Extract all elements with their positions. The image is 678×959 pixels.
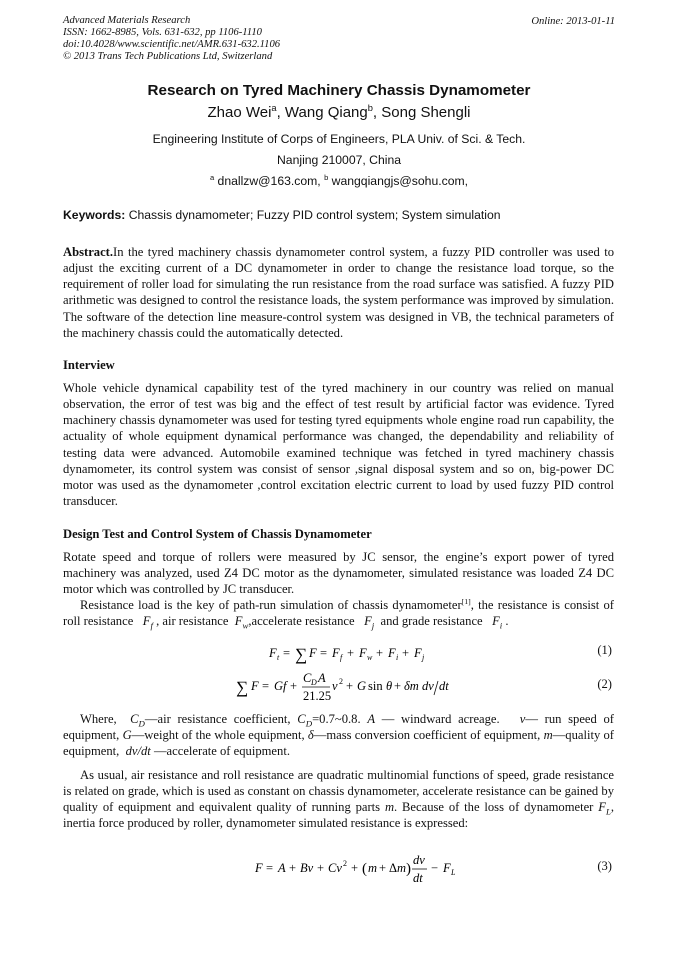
svg-text:+: + xyxy=(402,646,410,660)
svg-text:Gf: Gf xyxy=(274,679,287,693)
symbol-Fi: $F_i$ xyxy=(492,614,503,631)
svg-text:(: ( xyxy=(362,861,367,877)
svg-text:F: F xyxy=(359,646,367,660)
p4-text-c: . Because of the loss of dynamometer xyxy=(394,800,594,815)
symbol-G: G xyxy=(122,728,132,743)
affiliation-line-2: Nanjing 210007, China xyxy=(277,153,401,167)
p3-text-a: Where, xyxy=(80,712,117,726)
p2-text-a: Resistance load is the key of path-run simulation of chassis dynamometer xyxy=(80,598,462,612)
abstract-text: In the tyred machinery chassis dynamometer control system, a fuzzy PID controller was used to adjust the exciting current of a DC dynamometer in order to change the resistance load torque, so the requirement of roller load for simulating the run resistance from the road surface was satisfied. A fuzzy PID arithmetic was designed to control the resistance loads, the system performance was improved by simulation. The software of the detection line measure-control system was designed in VB, the technical parameters of the machinery chassis could the automatically detected. xyxy=(63,245,614,340)
abstract xyxy=(63,244,614,341)
svg-text:m: m xyxy=(368,861,378,875)
keywords-text: Chassis dynamometer; Fuzzy PID control system; System simulation xyxy=(125,208,501,222)
design-paragraph-2 xyxy=(63,597,614,629)
svg-text:): ) xyxy=(406,861,411,877)
journal-name: Advanced Materials Research xyxy=(63,15,191,26)
equation-1 xyxy=(0,640,678,670)
p3-text-h: —quality of equipment, xyxy=(63,728,615,759)
equation-2-formula xyxy=(0,668,678,708)
author-1-mark: a xyxy=(271,103,277,113)
svg-text:dt: dt xyxy=(439,679,449,693)
p3-text-d: — windward acreage. xyxy=(381,712,500,726)
p3-text-c: =0.7~0.8. xyxy=(312,712,361,726)
issn-line: ISSN: 1662-8985, Vols. 631-632, pp 1106-1110 xyxy=(63,27,262,38)
equation-2 xyxy=(0,668,678,708)
interview-paragraph: Whole vehicle dynamical capability test of the tyred machinery in our country was relied on manual observation, the error of test was big and the effect of test result by artificial factor was evidence. Tyred machinery chassis dynamometer was used for testing tyred equipments whole engine road run capability, the actuality of whole equipment dynamical performance was changed, the dependability and reliability of testing data were advanced. Automobile examined technique was fetched in tyred machinery chassis dynamometer, its control system was consist of sensor ,signal disposal system and so on, big-power DC motor was used as the dynamometer ,control excitation electric current to load by used fuzzy PID control transducer. xyxy=(63,381,614,509)
svg-text:F: F xyxy=(414,646,422,660)
svg-text:Δ: Δ xyxy=(389,861,398,875)
svg-text:−: − xyxy=(431,861,439,875)
svg-text:L: L xyxy=(451,868,456,877)
svg-text:+: + xyxy=(379,861,387,875)
equation-3-formula xyxy=(0,850,678,890)
svg-text:+: + xyxy=(376,646,384,660)
svg-text:∑: ∑ xyxy=(295,645,308,664)
p3-text-g: —mass conversion coefficient of equipment, xyxy=(313,728,541,743)
doi-line: doi:10.4028/www.scientific.net/AMR.631-632.1106 xyxy=(63,39,281,50)
symbol-m: m xyxy=(543,728,553,743)
svg-text:Cv: Cv xyxy=(328,861,342,875)
author-2-mark: b xyxy=(367,103,373,113)
svg-text:δm dv: δm dv xyxy=(404,679,434,693)
paper-title: Research on Tyred Machinery Chassis Dynamometer xyxy=(147,82,531,99)
p2-text-f: . xyxy=(505,614,509,629)
svg-text:+: + xyxy=(290,679,298,693)
symbol-FL: $F_L$ xyxy=(598,800,611,817)
svg-text:dv: dv xyxy=(413,853,425,867)
svg-text:+: + xyxy=(351,861,359,875)
affiliation-line-1: Engineering Institute of Corps of Engineers, PLA Univ. of Sci. & Tech. xyxy=(152,132,526,146)
equation-3 xyxy=(0,850,678,890)
equation-1-number: (1) xyxy=(597,643,612,657)
svg-text:=: = xyxy=(262,679,270,693)
p3-text-e: — run speed of equipment, xyxy=(63,712,614,743)
svg-text:F: F xyxy=(443,861,451,875)
p2-text-b: , the resistance is consist of roll resistance xyxy=(63,598,614,629)
svg-text:D: D xyxy=(311,678,317,687)
symbol-Fj: $F_j$ xyxy=(364,614,375,631)
section-heading-design: Design Test and Control System of Chassis Dynamometer xyxy=(63,527,372,541)
p2-text-e: and grade resistance xyxy=(380,614,483,629)
svg-text:G: G xyxy=(357,679,367,693)
svg-text:21.25: 21.25 xyxy=(303,689,332,703)
symbol-CD: $C_D$ xyxy=(130,712,145,729)
abstract-label: Abstract. xyxy=(63,245,114,259)
email-b-mark: b xyxy=(324,172,329,182)
author-list xyxy=(0,104,678,121)
svg-text:F: F xyxy=(309,646,317,660)
email-a-mark: a xyxy=(209,172,215,182)
svg-text:A: A xyxy=(318,671,326,685)
p3-text-i: —accelerate of equipment. xyxy=(153,744,290,759)
svg-text:dt: dt xyxy=(413,871,423,885)
symbol-A: A xyxy=(367,712,376,726)
p3-text-f: —weight of the whole equipment, xyxy=(131,728,305,743)
svg-text:f: f xyxy=(340,653,343,662)
svg-text:+: + xyxy=(317,861,325,875)
svg-text:A: A xyxy=(278,861,286,875)
keywords-label: Keywords: xyxy=(63,208,126,222)
p2-text-d: ,accelerate resistance xyxy=(248,614,355,629)
email-b: wangqiangjs@sohu.com, xyxy=(328,174,469,188)
svg-text:sin: sin xyxy=(368,679,383,693)
svg-text:=: = xyxy=(320,646,328,660)
svg-text:F: F xyxy=(388,646,396,660)
svg-text:+: + xyxy=(289,861,297,875)
svg-text:2: 2 xyxy=(343,859,347,868)
svg-text:w: w xyxy=(367,653,373,662)
author-1: Zhao Wei xyxy=(207,104,272,121)
email-a: dnallzw@163.com, xyxy=(214,174,325,188)
section-heading-interview: Interview xyxy=(63,358,115,372)
svg-text:v: v xyxy=(332,679,338,693)
design-paragraph-4 xyxy=(63,767,614,832)
symbol-Ff: $F_f$ xyxy=(142,614,153,631)
svg-text:t: t xyxy=(277,653,280,662)
copyright-line: © 2013 Trans Tech Publications Ltd, Switzerland xyxy=(63,51,273,62)
symbol-v: v xyxy=(519,712,526,726)
svg-text:F: F xyxy=(269,646,277,660)
svg-text:∑: ∑ xyxy=(236,678,249,697)
p2-text-c: , air resistance xyxy=(156,614,229,629)
design-paragraph-1: Rotate speed and torque of rollers were measured by JC sensor, the engine’s export power of tyred machinery was analyzed, used Z4 DC motor as the dynamometer, simulated resistance was loaded Z4 DC motor which was controlled by JC transducer. xyxy=(63,550,614,597)
svg-text:F: F xyxy=(332,646,340,660)
svg-text:=: = xyxy=(283,646,291,660)
design-paragraph-3 xyxy=(63,711,614,759)
online-date: Online: 2013-01-11 xyxy=(531,16,615,27)
equation-1-formula xyxy=(0,640,678,670)
p4-text-a: As usual, air resistance and roll resistance are quadratic multinomial functions of speed, grade resistance is related on grade, which is used as constant on chassis dynamometer, accelerate resistance can be gained by quality of equipment and equivalent quality of running parts xyxy=(63,768,614,815)
svg-text:=: = xyxy=(266,861,274,875)
p3-text-b: —air resistance coefficient, xyxy=(144,712,291,726)
svg-text:θ: θ xyxy=(386,679,393,693)
svg-text:+: + xyxy=(394,679,402,693)
svg-text:i: i xyxy=(396,653,399,662)
citation-1: [1] xyxy=(461,596,471,606)
symbol-Fw: $F_w$ xyxy=(234,614,249,631)
author-2: , Wang Qiang xyxy=(276,104,368,121)
symbol-dvdt: dv/dt xyxy=(125,744,151,759)
equation-3-number: (3) xyxy=(597,859,612,873)
author-3: , Song Shengli xyxy=(372,104,471,121)
keywords xyxy=(63,208,501,222)
symbol-delta: δ xyxy=(307,728,314,743)
svg-text:Bv: Bv xyxy=(300,861,314,875)
svg-text:j: j xyxy=(422,653,425,662)
svg-text:F: F xyxy=(255,861,263,875)
svg-text:C: C xyxy=(303,671,312,685)
symbol-CD-2: $C_D$ xyxy=(297,712,313,729)
email-line xyxy=(0,174,678,188)
svg-text:+: + xyxy=(347,646,355,660)
equation-2-number: (2) xyxy=(597,677,612,691)
svg-text:+: + xyxy=(346,679,354,693)
svg-text:m: m xyxy=(397,861,407,875)
p4-text-d: , inertia force produced by roller, dynamometer simulated resistance is expressed: xyxy=(63,800,614,831)
symbol-m-2: m xyxy=(384,800,395,815)
svg-text:2: 2 xyxy=(339,677,343,686)
svg-text:F: F xyxy=(251,679,259,693)
